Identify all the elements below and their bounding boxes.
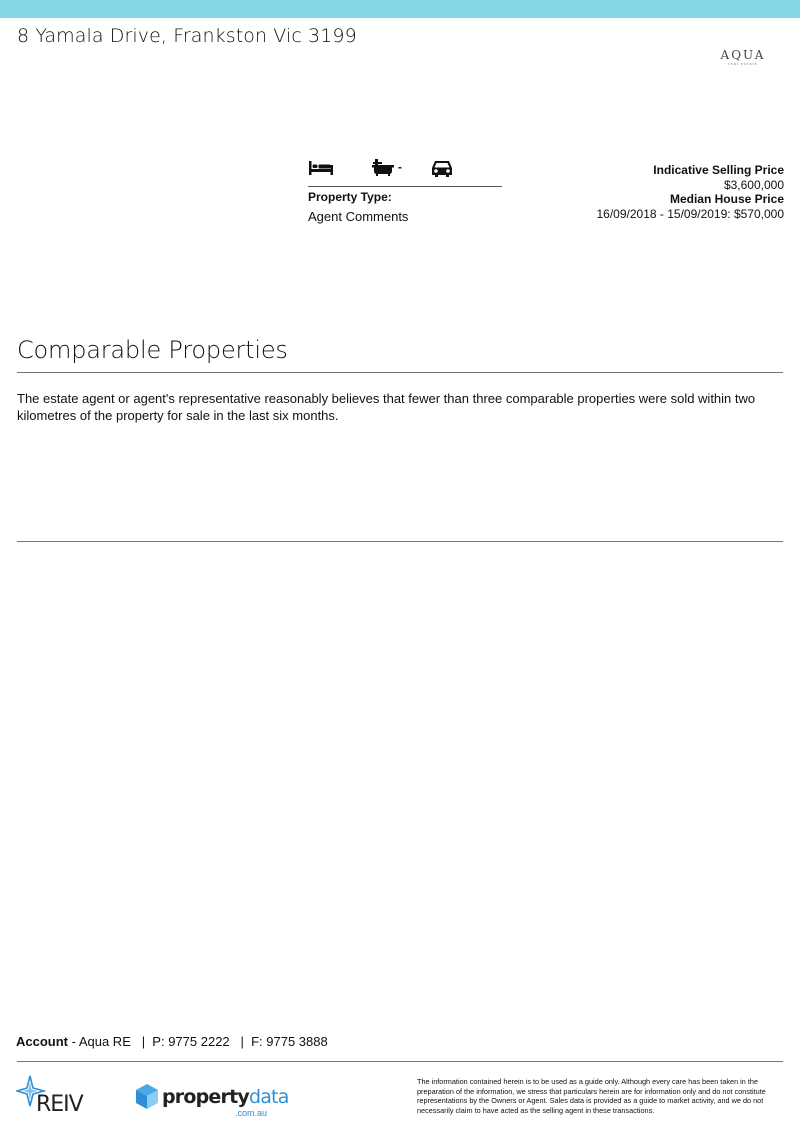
bath-icon [371,158,395,181]
property-features [308,156,502,187]
bed-icon [308,158,334,181]
account-line [16,1034,328,1049]
bath-count: - [398,160,402,174]
property-type-label: Property Type: [308,190,392,204]
reiv-text: REIV [36,1092,83,1117]
aqua-logo [718,48,768,66]
top-bar [0,0,800,18]
median-price-label: Median House Price [669,192,784,206]
agent-comments: Agent Comments [308,209,409,224]
comparable-properties-title: Comparable Properties [17,336,288,364]
logo-subtitle: real estate [728,61,758,66]
property-address: 8 Yamala Drive, Frankston Vic 3199 [17,25,357,47]
propertydata-domain: .com.au [235,1108,268,1118]
propertydata-logo [134,1082,289,1122]
disclaimer-text: The information contained herein is to be used as a guide only. Although every care has been taken in the preparation of the information, we stress that particulars herein are for information only and do not constitute representations by the Owners or Agent. Sales data is provided as a guide to market activity, and we do not necessarily claim to have acted as the selling agent in these transactions. [417,1077,766,1115]
section-divider [17,372,783,373]
account-label: Account [16,1034,68,1049]
footer-divider [17,1061,783,1062]
car-icon [430,158,454,183]
propertydata-word-a: property [162,1086,249,1108]
section-divider [17,541,783,542]
propertydata-wordmark [162,1086,289,1108]
propertydata-cube-icon [134,1082,160,1112]
median-price-value: 16/09/2018 - 15/09/2019: $570,000 [596,206,784,221]
account-details: - Aqua RE | P: 9775 2222 | F: 9775 3888 [68,1034,328,1049]
indicative-price-value: $3,600,000 [723,177,784,192]
reiv-logo [16,1074,96,1124]
indicative-price-label: Indicative Selling Price [653,163,784,177]
comparable-properties-text: The estate agent or agent's representative reasonably believes that fewer than three comparable properties were sold within two kilometres of the property for sale in the last six months. [17,391,756,423]
price-summary [597,163,785,221]
propertydata-word-b: data [248,1086,289,1108]
logo-word: AQUA [720,48,766,62]
